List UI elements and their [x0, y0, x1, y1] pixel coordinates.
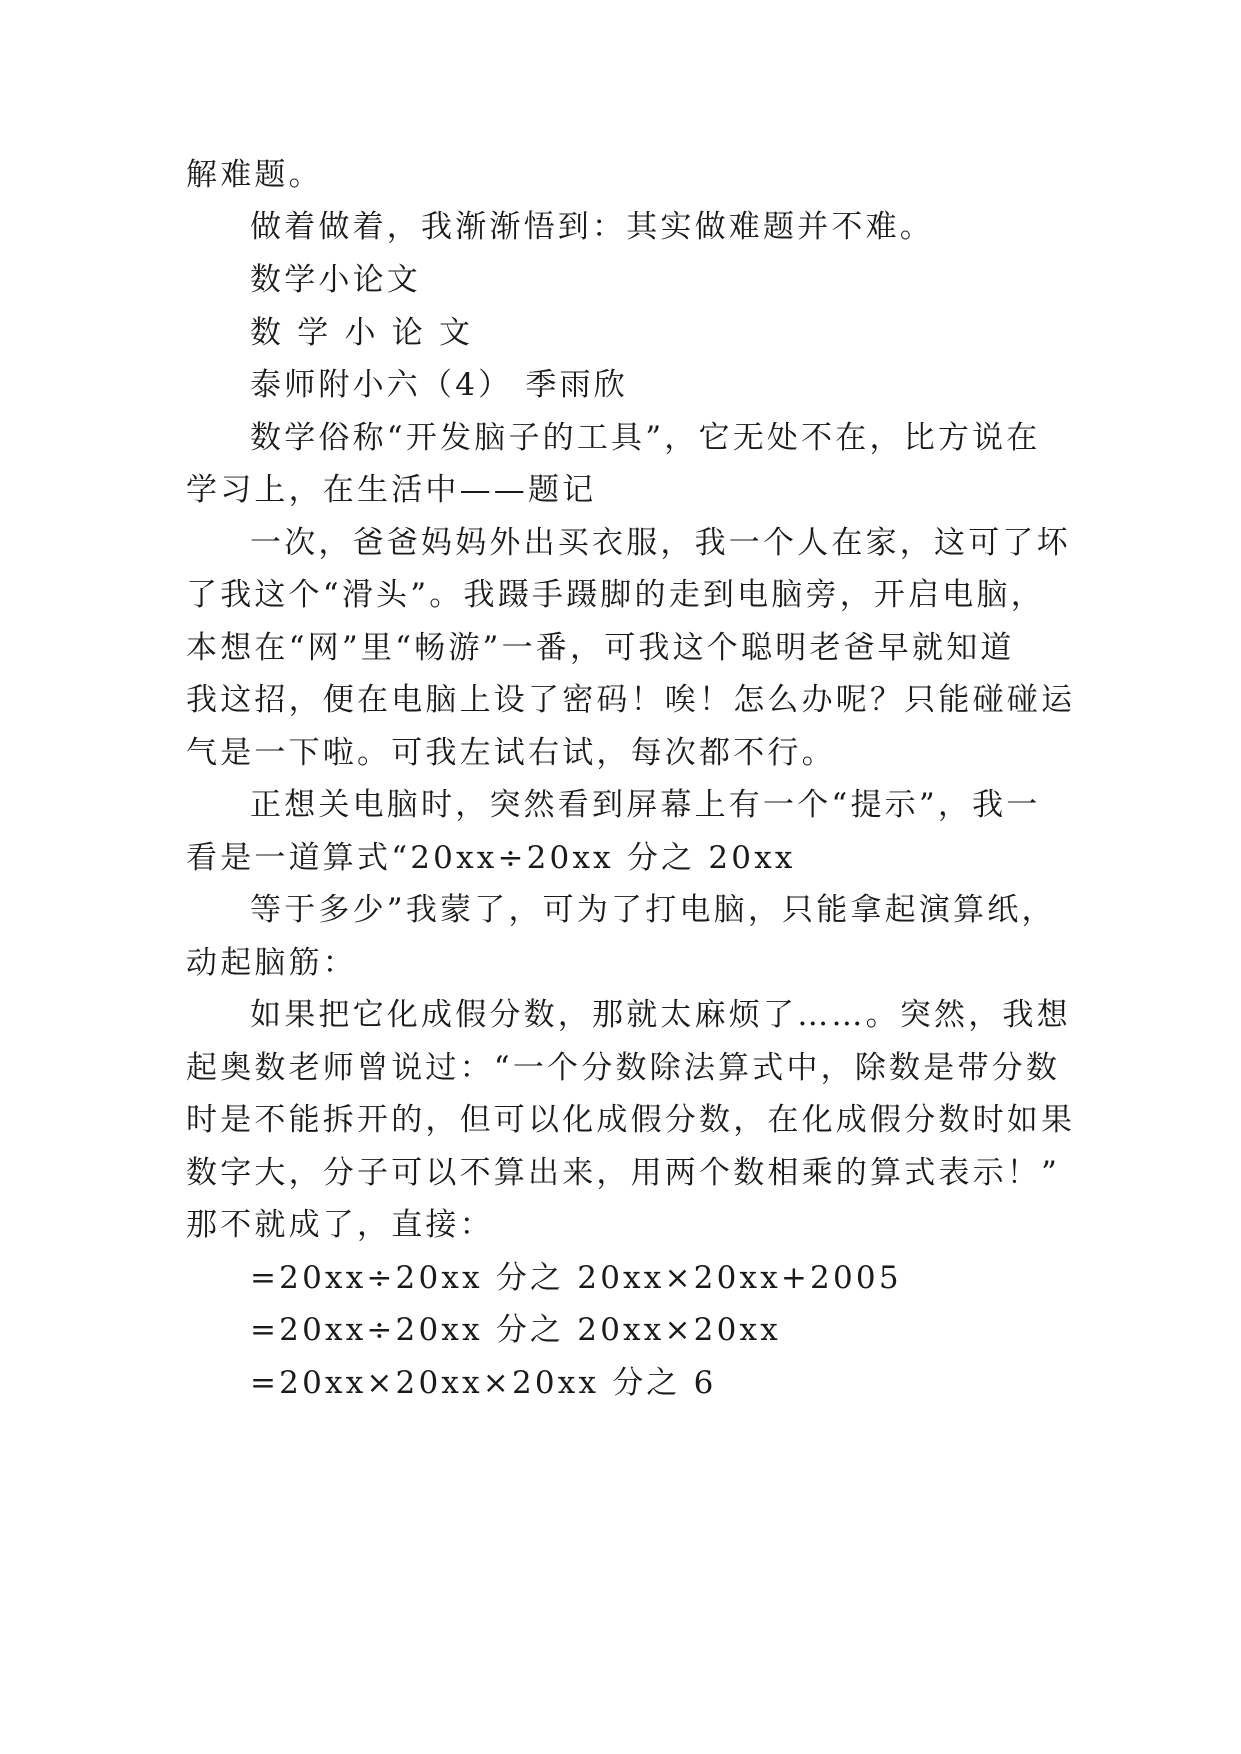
title-line: 数 学 小 论 文 [250, 315, 474, 351]
text-line: 我这招，便在电脑上设了密码！唉！怎么办呢？只能碰碰运 [186, 682, 1076, 718]
text-line: 起奥数老师曾说过：“一个分数除法算式中，除数是带分数 [186, 1050, 1061, 1086]
text-line: 那不就成了，直接： [186, 1207, 494, 1243]
text-line: 数字大，分子可以不算出来，用两个数相乘的算式表示！” [186, 1155, 1061, 1191]
text-line: 解难题。 [186, 157, 323, 193]
text-line: 动起脑筋： [186, 945, 357, 981]
equation-line: =20xx÷20xx 分之 20xx×20xx+2005 [250, 1260, 902, 1296]
author-line: 泰师附小六（4） 季雨欣 [250, 367, 628, 403]
text-line: 时是不能拆开的，但可以化成假分数，在化成假分数时如果 [186, 1102, 1076, 1138]
heading-line: 数学小论文 [250, 262, 421, 298]
text-line: 等于多少”我蒙了，可为了打电脑，只能拿起演算纸， [250, 892, 1056, 928]
text-line: 正想关电脑时，突然看到屏幕上有一个“提示”，我一 [250, 787, 1041, 823]
text-line: 气是一下啦。可我左试右试，每次都不行。 [186, 735, 836, 771]
text-line: 看是一道算式“20xx÷20xx 分之 20xx [186, 840, 796, 876]
text-line: 做着做着，我渐渐悟到：其实做难题并不难。 [250, 209, 934, 245]
text-line: 数学俗称“开发脑子的工具”，它无处不在，比方说在 [250, 420, 1041, 456]
text-line: 学习上，在生活中——题记 [186, 472, 597, 508]
text-line: 一次，爸爸妈妈外出买衣服，我一个人在家，这可了坏 [250, 525, 1071, 561]
text-line: 本想在“网”里“畅游”一番，可我这个聪明老爸早就知道 [186, 630, 1015, 666]
text-line: 了我这个“滑头”。我蹑手蹑脚的走到电脑旁，开启电脑， [186, 577, 1045, 613]
text-line: 如果把它化成假分数，那就太麻烦了……。突然，我想 [250, 997, 1071, 1033]
equation-line: =20xx÷20xx 分之 20xx×20xx [250, 1312, 781, 1348]
equation-line: =20xx×20xx×20xx 分之 6 [250, 1365, 717, 1401]
